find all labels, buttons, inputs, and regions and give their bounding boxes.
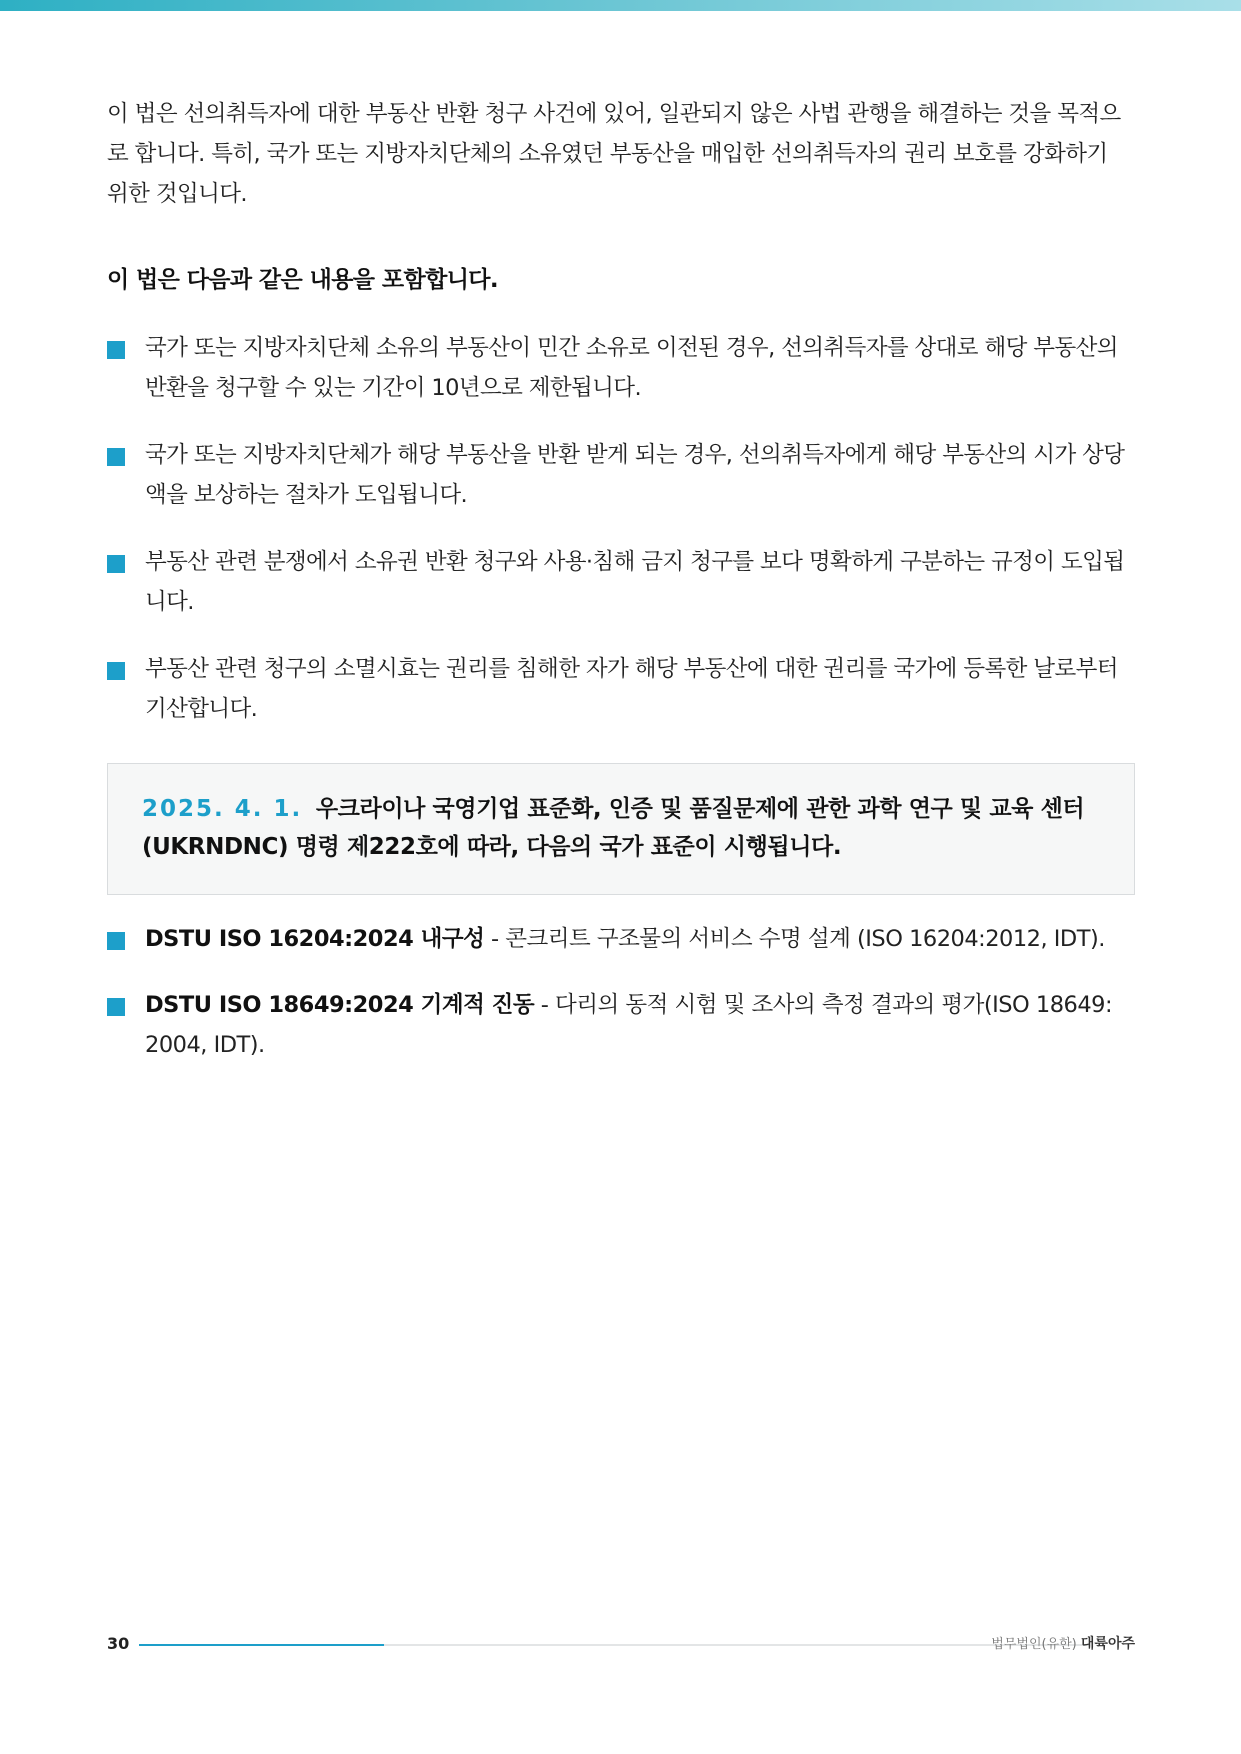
list-item [107,435,1135,515]
footer-divider [139,1644,1089,1646]
standards-list [107,919,1135,1065]
page-content [107,94,1135,1091]
firm-label [991,1632,1135,1657]
page-footer [107,1632,1135,1656]
list-item-text: 부동산 관련 분쟁에서 소유권 반환 청구와 사용·침해 금지 청구를 보다 명확하게 구분하는 규정이 도입됩니다. [145,549,1125,615]
standard-item [107,985,1135,1065]
list-item [107,649,1135,729]
bullet-list [107,328,1135,729]
list-item [107,328,1135,408]
section-heading: 이 법은 다음과 같은 내용을 포함합니다. [107,267,499,293]
notice-box [107,763,1135,895]
square-bullet-icon [107,932,125,950]
firm-name: 대륙아주 [1080,1636,1135,1652]
list-item-text: 부동산 관련 청구의 소멸시효는 권리를 침해한 자가 해당 부동산에 대한 권리를 국가에 등록한 날로부터 기산합니다. [145,656,1118,722]
notice-date: 2025. 4. 1. [142,796,303,822]
list-item-text: 국가 또는 지방자치단체 소유의 부동산이 민간 소유로 이전된 경우, 선의취득자를 상대로 해당 부동산의 반환을 청구할 수 있는 기간이 10년으로 제한됩니다. [145,335,1118,401]
square-bullet-icon [107,341,125,359]
standard-item [107,919,1135,959]
standard-code: DSTU ISO 16204:2024 내구성 [145,926,485,952]
standard-description: - 다리의 동적 시험 및 조사의 측정 결과의 평가(ISO 18649: 2004, IDT). [145,992,1113,1058]
square-bullet-icon [107,448,125,466]
top-accent-bar [0,0,1241,11]
intro-paragraph: 이 법은 선의취득자에 대한 부동산 반환 청구 사건에 있어, 일관되지 않은 사법 관행을 해결하는 것을 목적으로 합니다. 특히, 국가 또는 지방자치단체의 소유였던 부동산을 매입한 선의취득자의 권리 보호를 강화하기 위한 것입니다. [107,101,1121,207]
page-number: 30 [107,1634,130,1653]
standard-description: - 콘크리트 구조물의 서비스 수명 설계 (ISO 16204:2012, IDT). [484,926,1105,952]
standard-code: DSTU ISO 18649:2024 기계적 진동 [145,992,535,1018]
square-bullet-icon [107,555,125,573]
list-item-text: 국가 또는 지방자치단체가 해당 부동산을 반환 받게 되는 경우, 선의취득자에게 해당 부동산의 시가 상당액을 보상하는 절차가 도입됩니다. [145,442,1125,508]
footer-divider-accent [139,1644,384,1646]
square-bullet-icon [107,662,125,680]
notice-text: 우크라이나 국영기업 표준화, 인증 및 품질문제에 관한 과학 연구 및 교육 센터 (UKRNDNC) 명령 제222호에 따라, 다음의 국가 표준이 시행됩니다. [142,796,1085,860]
list-item [107,542,1135,622]
firm-prefix: 법무법인(유한) [991,1637,1081,1652]
square-bullet-icon [107,998,125,1016]
